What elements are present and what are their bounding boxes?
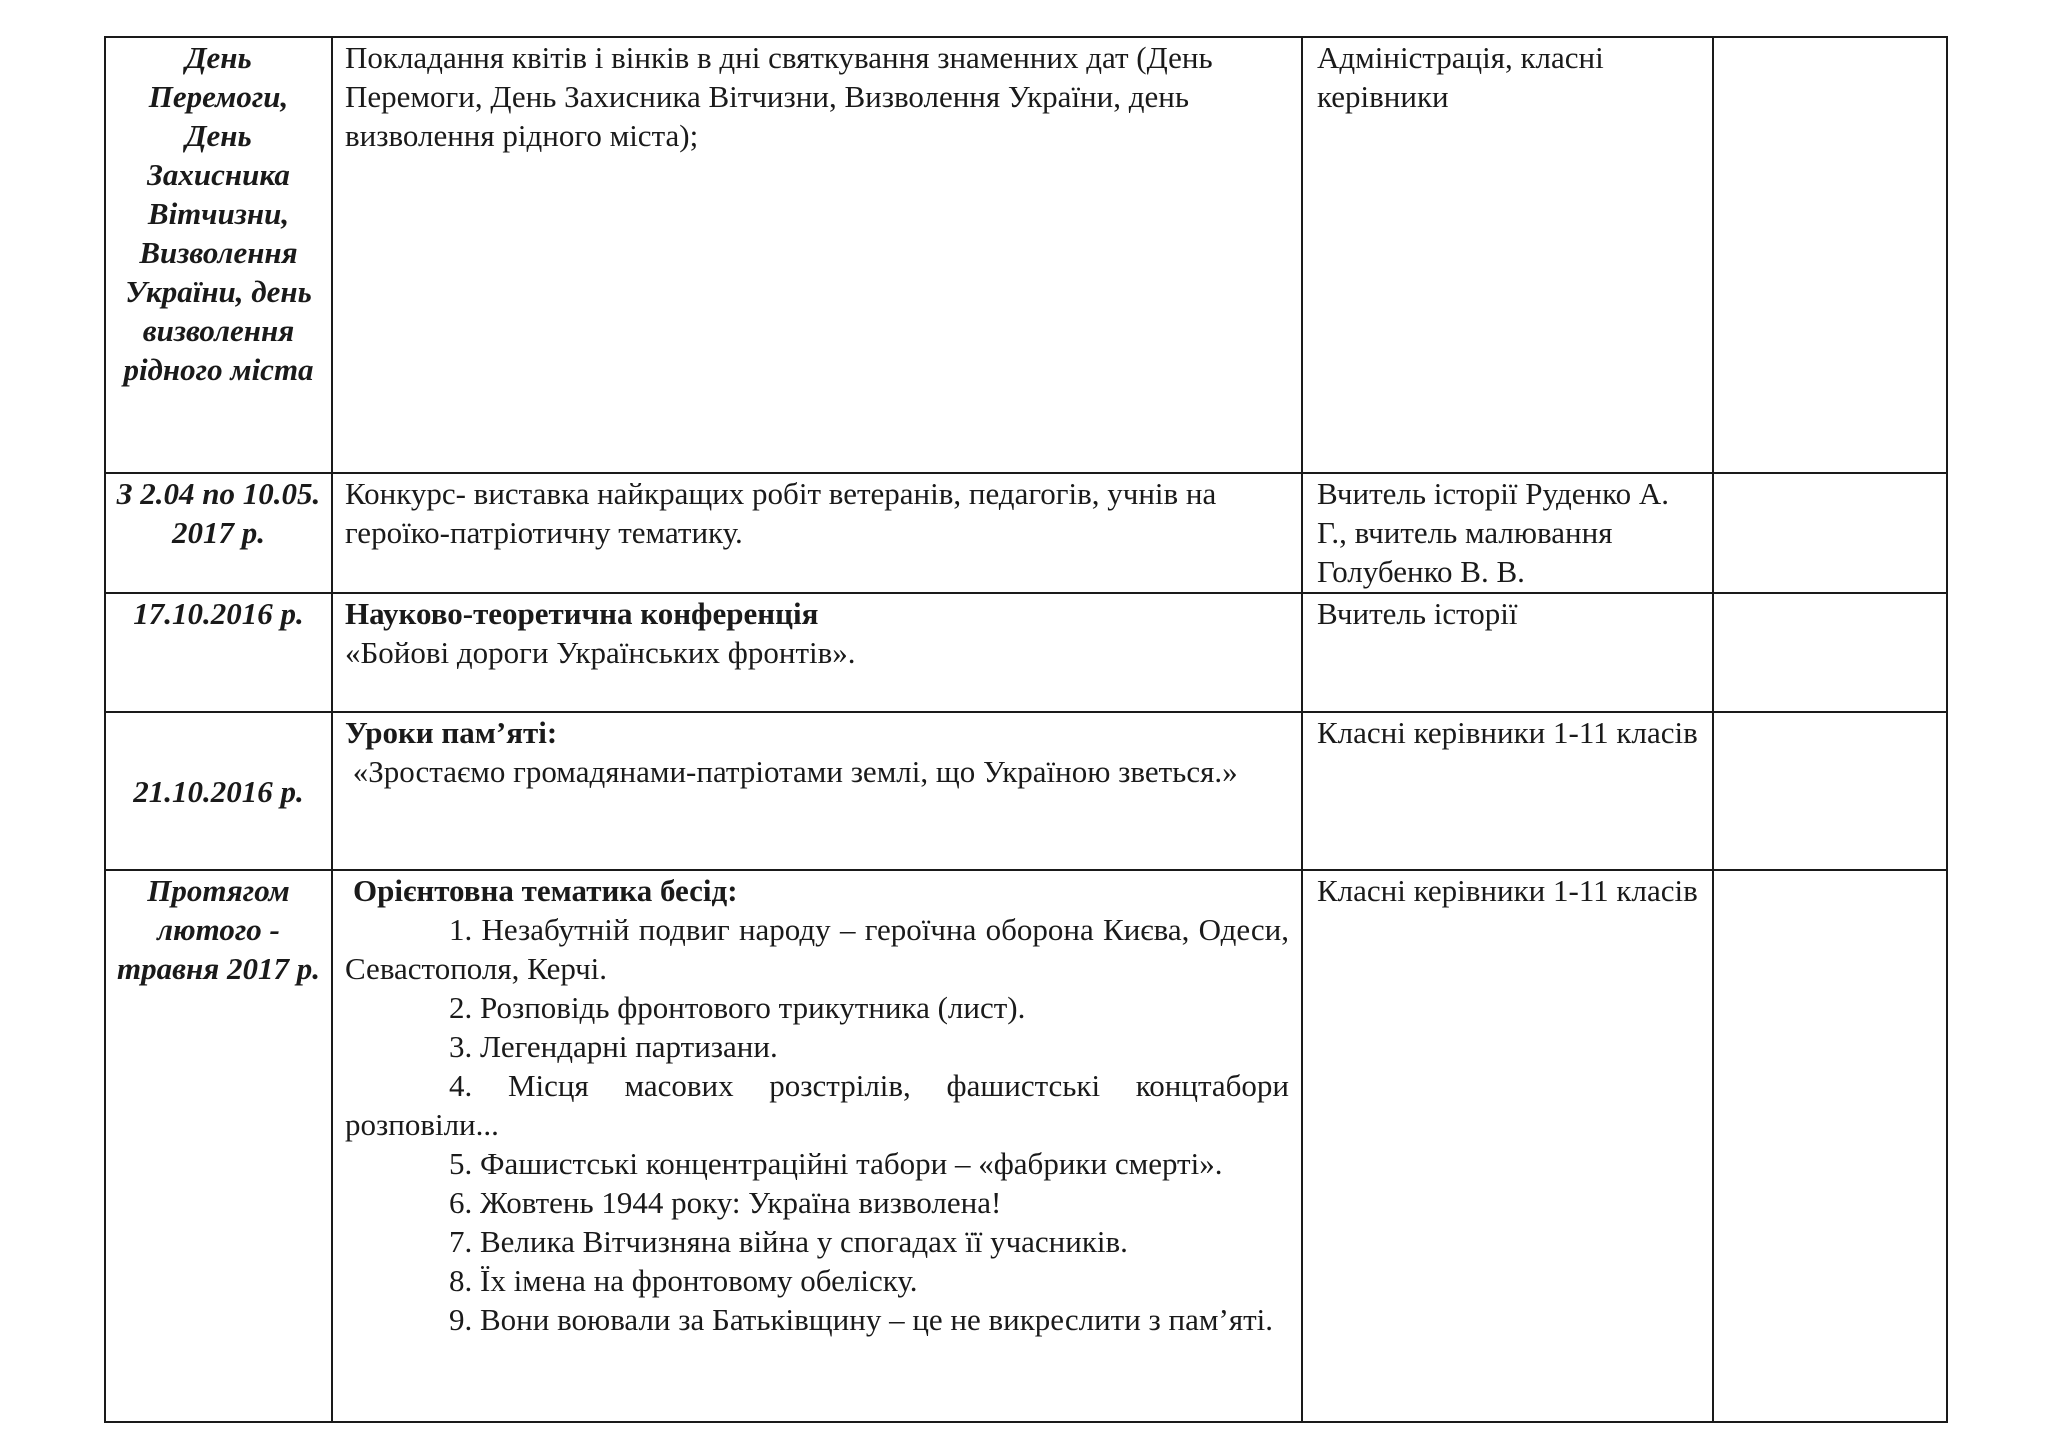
note-cell bbox=[1713, 870, 1947, 1422]
table-row bbox=[105, 593, 1947, 712]
event-text: «Бойові дороги Українських фронтів». bbox=[345, 635, 856, 670]
event-cell bbox=[332, 712, 1302, 870]
event-title: Орієнтовна тематика бесід: bbox=[353, 873, 738, 908]
note-cell bbox=[1713, 473, 1947, 593]
topic-item: 2. Розповідь фронтового трикутника (лист). bbox=[449, 990, 1026, 1025]
date-text: День Перемоги, День Захисника Вітчизни, Визволення України, день визволення рідного міста bbox=[123, 40, 314, 387]
topic-item: 9. Вони воювали за Батьківщину – це не викреслити з пам’яті. bbox=[449, 1302, 1273, 1337]
responsible-text: Вчитель історії bbox=[1317, 596, 1518, 631]
topic-item: 5. Фашистські концентраційні табори – «фабрики смерті». bbox=[449, 1146, 1223, 1181]
responsible-text: Класні керівники 1-11 класів bbox=[1317, 715, 1698, 750]
date-cell bbox=[105, 473, 332, 593]
date-cell bbox=[105, 37, 332, 473]
responsible-cell bbox=[1302, 473, 1713, 593]
note-cell bbox=[1713, 593, 1947, 712]
events-plan-table bbox=[104, 36, 1948, 1423]
responsible-text: Вчитель історії Руденко А. Г., вчитель малювання Голубенко В. В. bbox=[1317, 476, 1670, 589]
responsible-text: Адміністрація, класні керівники bbox=[1317, 40, 1604, 114]
note-cell bbox=[1713, 712, 1947, 870]
table-row bbox=[105, 870, 1947, 1422]
topic-item: 3. Легендарні партизани. bbox=[449, 1029, 778, 1064]
event-title: Науково-теоретична конференція bbox=[345, 596, 819, 631]
note-cell bbox=[1713, 37, 1947, 473]
date-text: Протягом лютого - травня 2017 р. bbox=[117, 873, 320, 986]
topic-item: 6. Жовтень 1944 року: Україна визволена! bbox=[449, 1185, 1002, 1220]
event-cell bbox=[332, 473, 1302, 593]
date-cell bbox=[105, 593, 332, 712]
event-cell bbox=[332, 593, 1302, 712]
topic-item: 8. Їх імена на фронтовому обеліску. bbox=[449, 1263, 918, 1298]
event-cell bbox=[332, 870, 1302, 1422]
event-text: Покладання квітів і вінків в дні святкування знаменних дат (День Перемоги, День Захисника Вітчизни, Визволення України, день визволення рідного міста); bbox=[345, 40, 1213, 153]
responsible-cell bbox=[1302, 712, 1713, 870]
event-title: Уроки пам’яті: bbox=[345, 715, 558, 750]
date-cell bbox=[105, 712, 332, 870]
topic-item: 7. Велика Вітчизняна війна у спогадах її учасників. bbox=[449, 1224, 1128, 1259]
event-cell bbox=[332, 37, 1302, 473]
date-text: З 2.04 по 10.05. 2017 р. bbox=[116, 476, 321, 550]
date-text: 21.10.2016 р. bbox=[133, 773, 304, 809]
event-text: «Зростаємо громадянами-патріотами землі, що Україною зветься.» bbox=[345, 754, 1238, 789]
event-text: Конкурс- виставка найкращих робіт ветеранів, педагогів, учнів на героїко-патріотичну тематику. bbox=[345, 476, 1217, 550]
table-row bbox=[105, 712, 1947, 870]
responsible-cell bbox=[1302, 37, 1713, 473]
date-cell bbox=[105, 870, 332, 1422]
table-row bbox=[105, 37, 1947, 473]
table-row bbox=[105, 473, 1947, 593]
topic-item: 1. Незабутній подвиг народу – героїчна оборона Києва, Одеси, Севастополя, Керчі. bbox=[345, 912, 1289, 986]
topic-item: 4. Місця масових розстрілів, фашистські концтабори розповіли... bbox=[345, 1068, 1289, 1142]
responsible-cell bbox=[1302, 870, 1713, 1422]
responsible-cell bbox=[1302, 593, 1713, 712]
date-text: 17.10.2016 р. bbox=[133, 596, 304, 631]
responsible-text: Класні керівники 1-11 класів bbox=[1317, 873, 1698, 908]
